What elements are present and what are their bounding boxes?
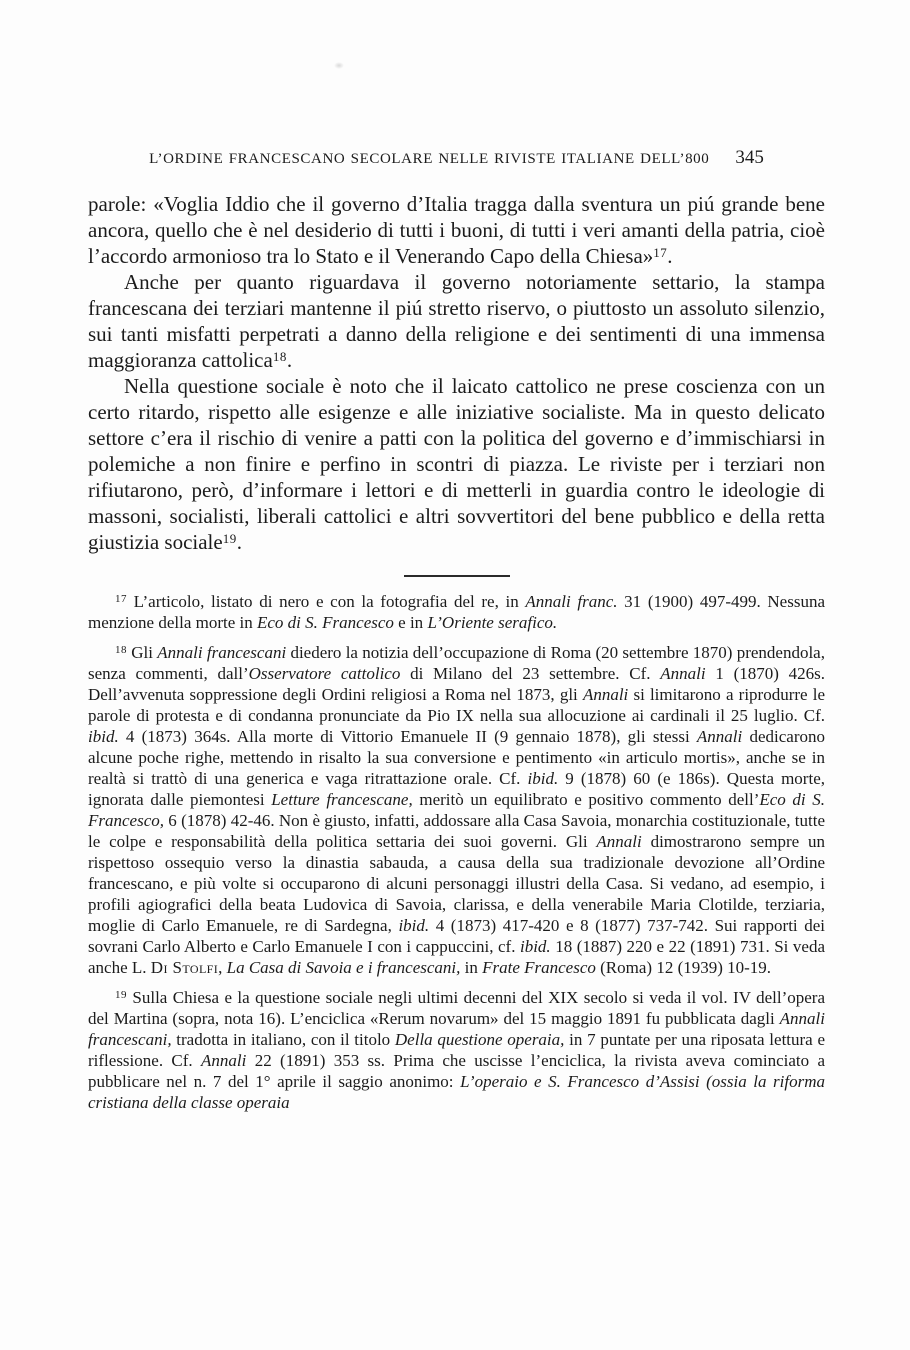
page-content [88,147,825,1122]
scan-smudge [334,62,344,69]
footnote-19: $^{19}$ Sulla Chiesa e la questione sociale negli ultimi decenni del XIX secolo si veda il vol. IV dell’opera del Martina (sopra, nota 16). L’enciclica «Rerum novarum» del 15 maggio 1891 fu pubblicata dagli Annali francescani, tradotta in italiano, con il titolo Della questione operaia, in 7 puntate per una riposata lettura e riflessione. Cf. Annali 22 (1891) 353 ss. Prima che uscisse l’enciclica, la rivista aveva cominciato a pubblicare nel n. 7 del 1° aprile il saggio anonimo: L’operaio e S. Francesco d’Assisi (ossia la riforma cristiana della classe operaia [88,988,826,1112]
header-title: L’ORDINE FRANCESCANO SECOLARE NELLE RIVISTE ITALIANE DELL’800 [149,151,710,167]
body-text [88,191,825,555]
footnotes [88,591,825,1113]
body-paragraph-2: Anche per quanto riguardava il governo notoriamente settario, la stampa francescana dei terziari mantenne il piú stretto riservo, o piuttosto un assoluto silenzio, sui tanti misfatti perpetrati a danno della religione e dei sentimenti di una immensa maggioranza cattolica$^{18}$. [88,270,825,372]
footnote-17: $^{17}$ L’articolo, listato di nero e con la fotografia del re, in Annali franc. 31 (1900) 497-499. Nessuna menzione della morte in Eco di S. Francesco e in L’Oriente serafico. [88,592,825,632]
running-header [88,147,825,169]
footnote-separator [404,575,510,577]
body-paragraph-1: parole: «Voglia Iddio che il governo d’Italia tragga dalla sventura un piú grande bene ancora, quello che è nel desiderio di tutti i buoni, di tutti i veri amanti della patria, cioè l’accordo armonioso tra lo Stato e il Venerando Capo della Chiesa»$^{17}$. [88,192,825,268]
footnote-18: $^{18}$ Gli Annali francescani diedero la notizia dell’occupazione di Roma (20 settembre 1870) prendendola, senza commenti, dall’Osservatore cattolico di Milano del 23 settembre. Cf. Annali 1 (1870) 426s. Dell’avvenuta soppressione degli Ordini religiosi a Roma nel 1873, gli Annali si limitarono a riprodurre le parole di protesta e di condanna pronunciate da Pio IX nella sua allocuzione ai cardinali il 25 luglio. Cf. ibid. 4 (1873) 364s. Alla morte di Vittorio Emanuele II (9 gennaio 1878), gli stessi Annali dedicarono alcune poche righe, mettendo in risalto la sua conversione e pentimento «in articulo mortis», anche se in realtà si trattò di una generica e vaga ritrattazione orale. Cf. ibid. 9 (1878) 60 (e 186s). Questa morte, ignorata dalle piemontesi Letture francescane, meritò un equilibrato e positivo commento dell’Eco di S. Francesco, 6 (1878) 42-46. Non è giusto, infatti, addossare alla Casa Savoia, monarchia costituzionale, tutte le colpe e responsabilità della politica settaria dei suoi governi. Gli Annali dimostrarono sempre un rispettoso ossequio verso la dinastia sabauda, a causa della sua tradizionale devozione all’Ordine francescano, e più volte si occuparono di alcuni personaggi illustri della Casa. Si vedano, ad esempio, i profili agiografici della beata Ludovica di Savoia, clarissa, e della venerabile Maria Clotilde, terziaria, moglie di Carlo Emanuele, re di Sardegna, ibid. 4 (1873) 417-420 e 8 (1877) 737-742. Sui rapporti dei sovrani Carlo Alberto e Carlo Emanuele I con i cappuccini, cf. ibid. 18 (1887) 220 e 22 (1891) 731. Si veda anche L. Di Stolfi, La Casa di Savoia e i francescani, in Frate Francesco (Roma) 12 (1939) 10-19. [88,643,826,977]
body-paragraph-3: Nella questione sociale è noto che il laicato cattolico ne prese coscienza con un certo ritardo, rispetto alle esigenze e alle iniziative socialiste. Ma in questo delicato settore c’era il rischio di venire a patti con la politica del governo e d’immischiarsi in polemiche a non finire e perfino in scontri di piazza. Le riviste per i terziari non rifiutarono, però, d’informare i lettori e di metterli in guardia contro le ideologie di massoni, socialisti, liberali cattolici e altri sovvertitori del bene pubblico e della retta giustizia sociale$^{19}$. [88,374,825,554]
page-number: 345 [735,147,764,168]
